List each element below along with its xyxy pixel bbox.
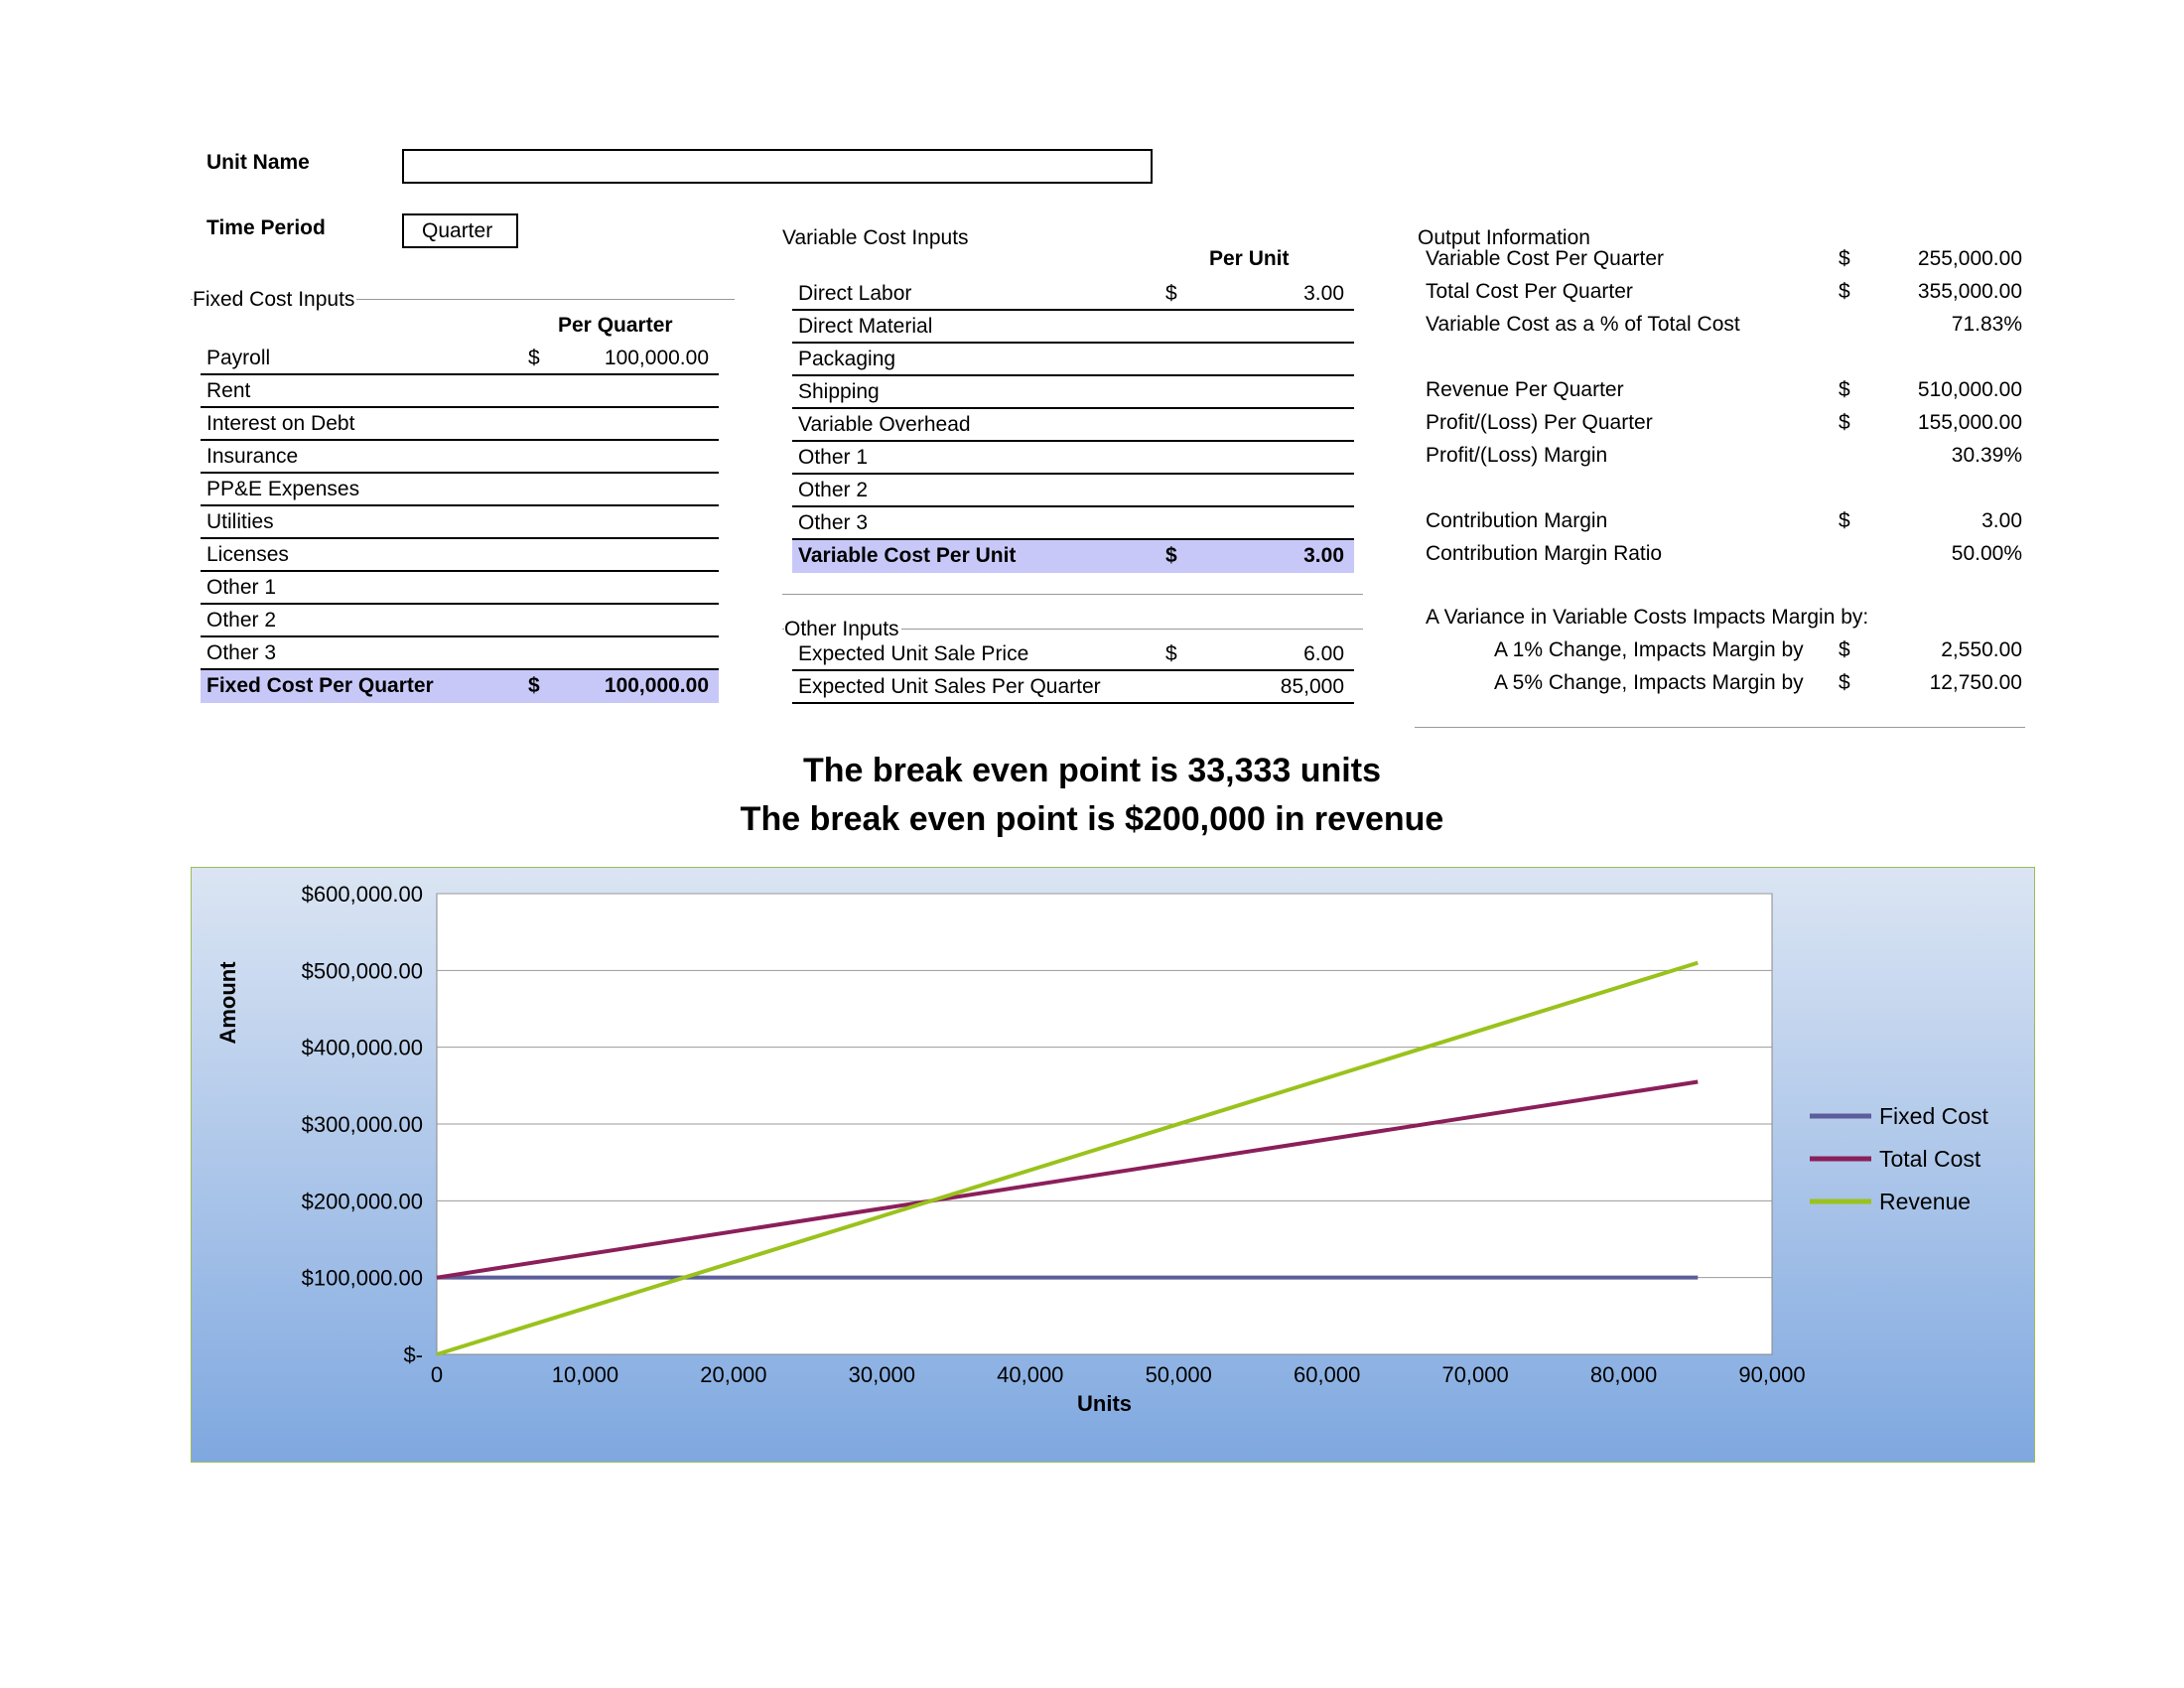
- y-axis-title: Amount: [215, 961, 240, 1045]
- output-row-value: 255,000.00: [1917, 247, 2022, 270]
- fixed-cost-row: [201, 375, 719, 408]
- variance-row-value: 2,550.00: [1941, 638, 2022, 661]
- break-even-units-headline: The break even point is 33,333 units: [803, 752, 1381, 789]
- variable-cost-row-label: Direct Labor: [798, 282, 912, 305]
- time-period-input[interactable]: [402, 213, 518, 248]
- output-row-label: Variable Cost Per Quarter: [1426, 247, 1665, 270]
- x-tick-label: 20,000: [700, 1362, 767, 1387]
- fixed-cost-row-label: Interest on Debt: [206, 412, 355, 435]
- variable-cost-row-label: Other 3: [798, 511, 869, 534]
- fixed-cost-row: [201, 637, 719, 670]
- fixed-cost-row-currency: $: [528, 674, 540, 697]
- x-tick-label: 40,000: [997, 1362, 1064, 1387]
- legend-entry: Total Cost: [1879, 1146, 1981, 1172]
- fixed-cost-row-value[interactable]: 100,000.00: [604, 347, 709, 369]
- fixed-cost-row: [201, 605, 719, 637]
- x-tick-label: 70,000: [1441, 1362, 1509, 1387]
- fixed-cost-total-row: [201, 670, 719, 703]
- other-input-row-label: Expected Unit Sale Price: [798, 642, 1029, 665]
- output-row-currency: $: [1839, 280, 1850, 303]
- variance-row-label: A 5% Change, Impacts Margin by: [1494, 671, 1804, 694]
- variable-cost-row: [792, 376, 1354, 409]
- other-input-row: [792, 638, 1354, 671]
- x-tick-label: 0: [430, 1362, 444, 1387]
- other-input-row: [792, 671, 1354, 704]
- variable-col-header: Per Unit: [1209, 247, 1290, 270]
- time-period-value: Quarter: [422, 219, 493, 242]
- variable-cost-row-currency: $: [1165, 282, 1177, 305]
- variance-row-currency: $: [1839, 671, 1850, 694]
- x-tick-label: 80,000: [1589, 1362, 1658, 1387]
- fixed-cost-title: Fixed Cost Inputs: [193, 288, 355, 311]
- fixed-cost-row-currency: $: [528, 347, 540, 369]
- fixed-cost-row: [201, 343, 719, 375]
- output-row-label: Total Cost Per Quarter: [1426, 280, 1633, 303]
- variance-row-value: 12,750.00: [1929, 671, 2022, 694]
- y-tick-label: $100,000.00: [301, 1265, 423, 1291]
- fixed-cost-row-label: Payroll: [206, 347, 271, 369]
- variance-row-label: A 1% Change, Impacts Margin by: [1494, 638, 1804, 661]
- fixed-cost-row: [201, 408, 719, 441]
- output-row-value: 355,000.00: [1917, 280, 2022, 303]
- output-row-value: 71.83%: [1951, 313, 2022, 336]
- output-row-value: 50.00%: [1951, 542, 2022, 565]
- fixed-cost-row-label: Rent: [206, 379, 251, 402]
- variable-cost-row-label: Shipping: [798, 380, 880, 403]
- other-group-border-top: [782, 594, 1363, 595]
- other-input-row-currency: $: [1165, 642, 1177, 665]
- variable-cost-row-label: Variable Overhead: [798, 413, 971, 436]
- output-title: Output Information: [1418, 226, 1590, 249]
- x-tick-label: 10,000: [551, 1362, 619, 1387]
- fixed-cost-row-label: Other 1: [206, 576, 277, 599]
- variable-cost-row: [792, 311, 1354, 344]
- fixed-col-header: Per Quarter: [558, 314, 673, 337]
- legend-entry: Fixed Cost: [1879, 1103, 1988, 1129]
- variable-cost-row-label: Other 1: [798, 446, 869, 469]
- variable-cost-row-label: Other 2: [798, 479, 869, 501]
- variable-cost-row-label: Direct Material: [798, 315, 933, 338]
- output-row-label: Contribution Margin Ratio: [1426, 542, 1663, 565]
- other-inputs-title: Other Inputs: [784, 618, 899, 640]
- output-row-label: Revenue Per Quarter: [1426, 378, 1624, 401]
- fixed-cost-row-label: Insurance: [206, 445, 299, 468]
- variable-cost-row: [792, 278, 1354, 311]
- variance-title: A Variance in Variable Costs Impacts Margin by:: [1426, 606, 1869, 629]
- output-row-currency: $: [1839, 247, 1850, 270]
- variable-cost-row: [792, 475, 1354, 507]
- output-group-border: [1415, 727, 2025, 728]
- fixed-cost-row-label: Fixed Cost Per Quarter: [206, 674, 434, 697]
- output-row-value: 155,000.00: [1917, 411, 2022, 434]
- fixed-cost-row-label: Other 2: [206, 609, 277, 632]
- output-row-label: Contribution Margin: [1426, 509, 1608, 532]
- variable-cost-row-value[interactable]: 3.00: [1303, 282, 1344, 305]
- variable-cost-row: [792, 344, 1354, 376]
- variance-row-currency: $: [1839, 638, 1850, 661]
- x-tick-label: 90,000: [1738, 1362, 1806, 1387]
- variable-cost-row: [792, 507, 1354, 540]
- y-tick-label: $600,000.00: [301, 882, 423, 907]
- x-tick-label: 50,000: [1145, 1362, 1212, 1387]
- other-input-row-value[interactable]: 85,000: [1280, 675, 1344, 698]
- fixed-cost-row: [201, 474, 719, 506]
- variable-cost-row-label: Packaging: [798, 348, 896, 370]
- fixed-cost-row-label: PP&E Expenses: [206, 478, 360, 500]
- other-input-row-value[interactable]: 6.00: [1303, 642, 1344, 665]
- fixed-cost-row: [201, 506, 719, 539]
- output-row-currency: $: [1839, 411, 1850, 434]
- y-tick-label: $300,000.00: [301, 1112, 423, 1137]
- variable-cost-row: [792, 409, 1354, 442]
- time-period-label: Time Period: [206, 216, 326, 239]
- output-row-currency: $: [1839, 378, 1850, 401]
- variable-cost-total-row: [792, 540, 1354, 573]
- legend-entry: Revenue: [1879, 1189, 1972, 1214]
- output-row-value: 510,000.00: [1917, 378, 2022, 401]
- fixed-cost-row: [201, 441, 719, 474]
- y-tick-label: $-: [403, 1342, 423, 1367]
- chart-svg: [192, 868, 2034, 1462]
- fixed-cost-row-label: Licenses: [206, 543, 289, 566]
- fixed-cost-row: [201, 539, 719, 572]
- variable-cost-row-value[interactable]: 3.00: [1303, 544, 1344, 567]
- x-axis-title: Units: [1077, 1391, 1132, 1416]
- output-row-value: 30.39%: [1951, 444, 2022, 467]
- output-row-label: Profit/(Loss) Margin: [1426, 444, 1608, 467]
- fixed-cost-row-label: Other 3: [206, 641, 277, 664]
- variable-cost-row-label: Variable Cost Per Unit: [798, 544, 1017, 567]
- output-row-value: 3.00: [1981, 509, 2022, 532]
- fixed-cost-row: [201, 572, 719, 605]
- y-tick-label: $400,000.00: [301, 1035, 423, 1060]
- fixed-cost-row-label: Utilities: [206, 510, 274, 533]
- other-input-row-label: Expected Unit Sales Per Quarter: [798, 675, 1101, 698]
- unit-name-input[interactable]: [402, 149, 1153, 184]
- variable-cost-row: [792, 442, 1354, 475]
- y-tick-label: $500,000.00: [301, 958, 423, 984]
- break-even-revenue-headline: The break even point is $200,000 in revenue: [740, 800, 1444, 838]
- variable-cost-row-currency: $: [1165, 544, 1177, 567]
- output-row-label: Variable Cost as a % of Total Cost: [1426, 313, 1740, 336]
- x-tick-label: 60,000: [1294, 1362, 1361, 1387]
- variable-cost-title: Variable Cost Inputs: [782, 226, 969, 249]
- fixed-cost-row-value[interactable]: 100,000.00: [604, 674, 709, 697]
- break-even-chart: [191, 867, 2035, 1463]
- output-row-currency: $: [1839, 509, 1850, 532]
- y-tick-label: $200,000.00: [301, 1189, 423, 1214]
- output-row-label: Profit/(Loss) Per Quarter: [1426, 411, 1653, 434]
- x-tick-label: 30,000: [848, 1362, 915, 1387]
- unit-name-label: Unit Name: [206, 151, 310, 174]
